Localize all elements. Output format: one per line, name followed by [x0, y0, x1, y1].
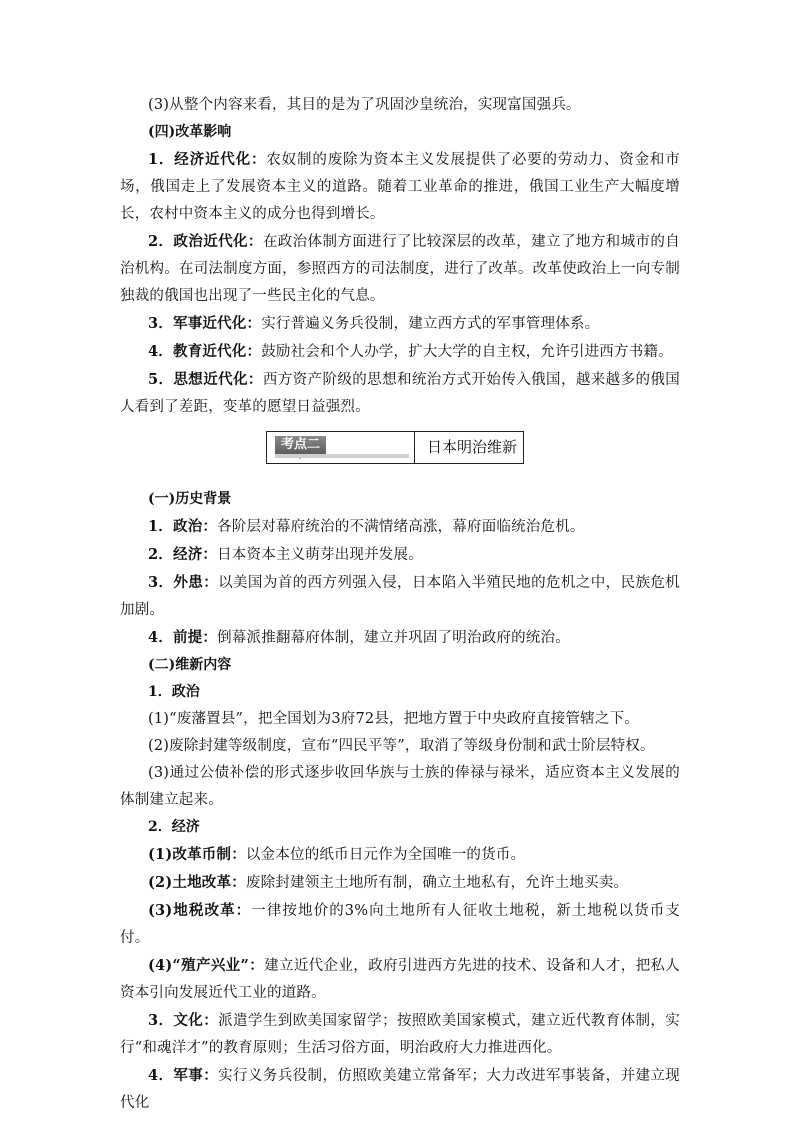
- politics-item: (2)废除封建等级制度，宣布“四民平等”，取消了等级身份制和武士阶层特权。: [148, 738, 655, 754]
- economy-text: 建立近代企业，政府引进西方先进的技术、设备和人才，把私人资本引向发展近代工业的道路。: [120, 958, 680, 1001]
- impact-label: 4．教育近代化：: [148, 343, 262, 360]
- background-text: 倒幕派推翻幕府体制，建立并巩固了明治政府的统治。: [217, 630, 570, 646]
- impact-label: 1．经济近代化：: [148, 151, 267, 168]
- heading-economy: 2．经济: [148, 819, 200, 835]
- economy-label: (4)“殖产兴业”：: [148, 957, 265, 974]
- exam-point-tag: 考点二: [275, 436, 326, 454]
- heading-history-background: (一)历史背景: [148, 491, 232, 507]
- background-item: [120, 541, 680, 569]
- background-item: [120, 513, 680, 541]
- background-label: 3．外患：: [148, 574, 219, 591]
- economy-label: (3)地税改革：: [148, 902, 252, 919]
- background-label: 1．政治：: [148, 518, 218, 535]
- background-text: 各阶层对幕府统治的不满情绪高涨，幕府面临统治危机。: [217, 519, 585, 535]
- background-label: 2．经济：: [148, 546, 218, 563]
- tag-stripe: [275, 454, 409, 458]
- impact-item-education: [120, 338, 680, 366]
- impact-text: 鼓励社会和个人办学，扩大大学的自主权，允许引进西方书籍。: [261, 344, 673, 360]
- exam-point-tag-cell: [267, 432, 415, 463]
- economy-item: [120, 897, 680, 952]
- economy-item: [120, 952, 680, 1007]
- economy-label: (2)土地改革：: [148, 874, 246, 891]
- background-text: 以美国为首的西方列强入侵，日本陷入半殖民地的危机之中，民族危机加剧。: [120, 575, 680, 618]
- background-item: [120, 624, 680, 652]
- impact-label: 3．军事近代化：: [148, 315, 262, 332]
- economy-text: 以金本位的纸币日元作为全国唯一的货币。: [245, 847, 526, 863]
- background-label: 4．前提：: [148, 629, 218, 646]
- exam-point-box: [266, 431, 524, 464]
- impact-label: 2．政治近代化：: [148, 233, 263, 250]
- politics-item: (3)通过公债补偿的形式逐步收回华族与士族的俸禄与禄米，适应资本主义发展的体制建立起来。: [120, 765, 680, 808]
- impact-label: 5．思想近代化：: [148, 371, 263, 388]
- purpose-line: (3)从整个内容来看，其目的是为了巩固沙皇统治，实现富国强兵。: [148, 97, 581, 113]
- economy-item: [120, 841, 680, 869]
- background-item: [120, 569, 680, 624]
- heading-reform-impact: (四)改革影响: [148, 124, 232, 140]
- impact-item-politics: [120, 228, 680, 310]
- impact-text: 在政治体制方面进行了比较深层的改革，建立了地方和城市的自治机构。在司法制度方面，参照西方的司法制度，进行了改革。改革使政治上一向专制独裁的俄国也出现了一些民主化的气息。: [120, 234, 680, 304]
- impact-text: 西方资产阶级的思想和统治方式开始传入俄国，越来越多的俄国人看到了差距，变革的愿望日益强烈。: [120, 372, 680, 415]
- heading-politics: 1．政治: [148, 684, 200, 700]
- heading-reform-content: (二)维新内容: [148, 657, 232, 673]
- military-label: 4．军事：: [148, 1067, 219, 1084]
- culture-text: 派遣学生到欧美国家留学；按照欧美国家模式，建立近代教育体制，实行“和魂洋才”的教育原则；生活习俗方面，明治政府大力推进西化。: [120, 1013, 680, 1056]
- culture-label: 3．文化：: [148, 1012, 219, 1029]
- impact-text: 实行普遍义务兵役制，建立西方式的军事管理体系。: [261, 316, 600, 332]
- economy-label: (1)改革币制：: [148, 846, 246, 863]
- exam-point-title: 日本明治维新: [427, 438, 518, 456]
- economy-text: 废除封建领主土地所有制，确立土地私有，允许土地买卖。: [245, 875, 629, 891]
- impact-item-military: [120, 310, 680, 338]
- economy-item: [120, 869, 680, 897]
- military-text: 实行义务兵役制，仿照欧美建立常备军；大力改进军事装备，并建立现代化: [120, 1068, 680, 1111]
- military-item: [120, 1062, 680, 1117]
- politics-item: (1)“废藩置县”，把全国划为3府72县，把地方置于中央政府直接管辖之下。: [148, 711, 639, 727]
- economy-text: 一律按地价的3%向土地所有人征收土地税，新土地税以货币支付。: [120, 903, 680, 946]
- impact-text: 农奴制的废除为资本主义发展提供了必要的劳动力、资金和市场，俄国走上了发展资本主义的道路。随着工业革命的推进，俄国工业生产大幅度增长，农村中资本主义的成分也得到增长。: [120, 152, 680, 222]
- background-text: 日本资本主义萌芽出现并发展。: [217, 547, 423, 563]
- impact-item-economy: [120, 146, 680, 228]
- document-page: [120, 92, 680, 1117]
- culture-item: [120, 1007, 680, 1062]
- impact-item-thought: [120, 366, 680, 421]
